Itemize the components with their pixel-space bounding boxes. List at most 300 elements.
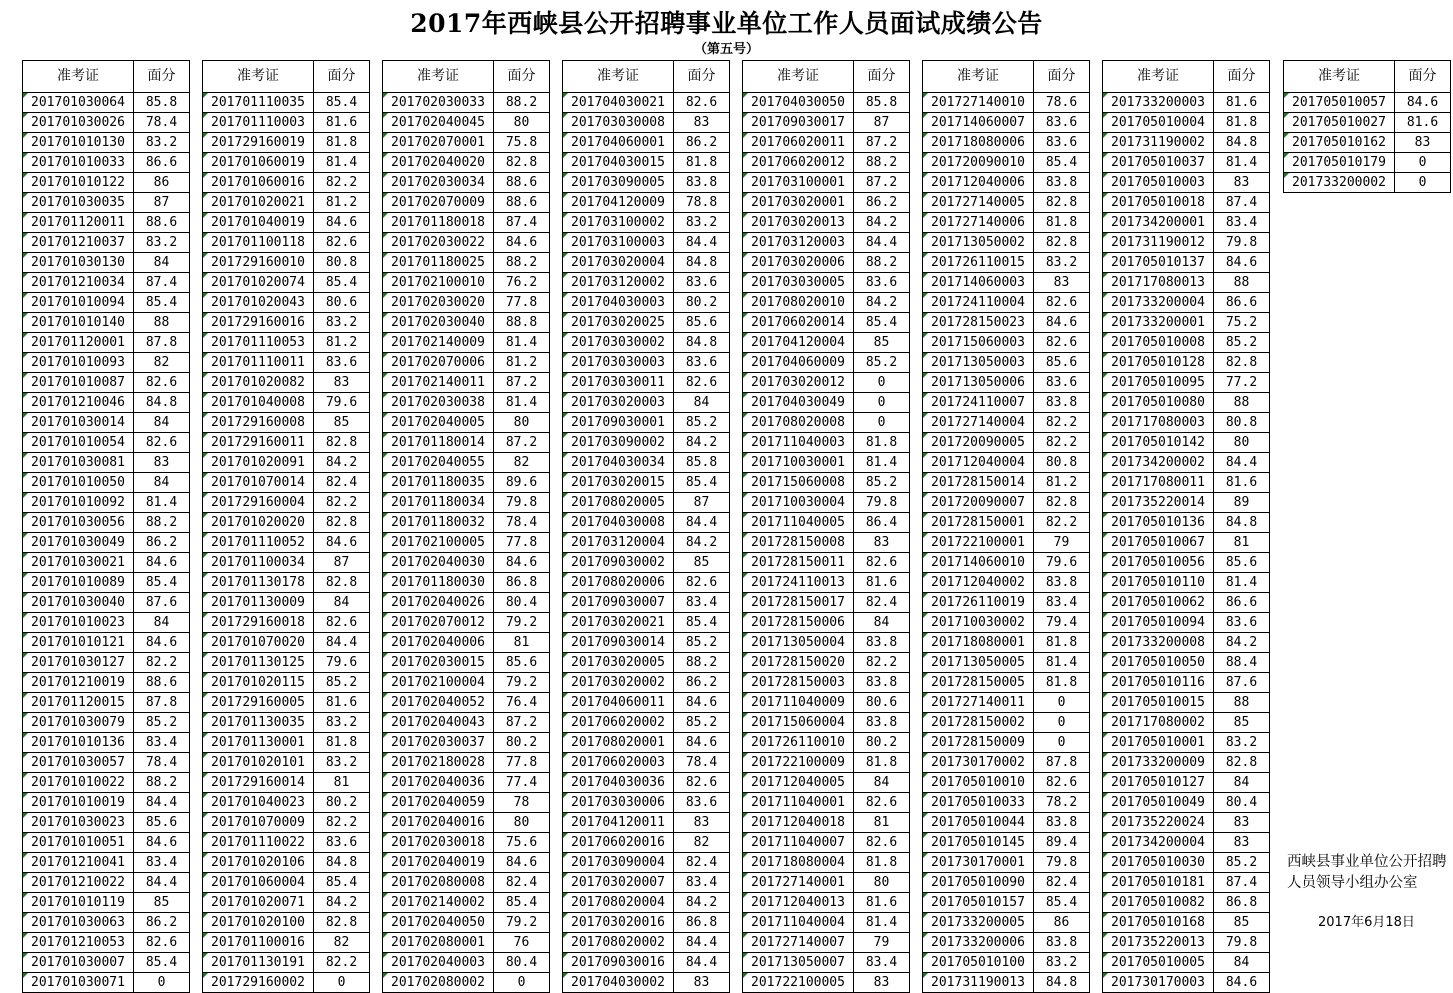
exam-id-cell: 201724110004 — [923, 293, 1034, 313]
exam-id-cell: 201705010018 — [1103, 193, 1214, 213]
score-cell: 0 — [134, 973, 190, 993]
table-row — [563, 753, 730, 773]
table-row — [923, 733, 1090, 753]
exam-id-cell: 201728150023 — [923, 313, 1034, 333]
table-row — [23, 593, 190, 613]
table-row — [383, 633, 550, 653]
table-row — [383, 533, 550, 553]
table-row — [563, 413, 730, 433]
exam-id-cell: 201710030004 — [743, 493, 854, 513]
table-row — [563, 853, 730, 873]
score-cell: 84.6 — [674, 693, 730, 713]
score-cell: 84.4 — [1214, 453, 1270, 473]
table-row — [23, 113, 190, 133]
exam-id-cell: 201701010022 — [23, 773, 134, 793]
exam-id-cell: 201701010087 — [23, 373, 134, 393]
score-table — [562, 60, 730, 993]
table-row — [563, 373, 730, 393]
score-cell: 85.4 — [494, 893, 550, 913]
table-row — [383, 553, 550, 573]
score-cell: 82.8 — [1214, 753, 1270, 773]
table-row — [563, 893, 730, 913]
score-cell: 82 — [494, 453, 550, 473]
table-row — [563, 433, 730, 453]
exam-id-cell: 201729160018 — [203, 613, 314, 633]
score-cell: 83.6 — [674, 353, 730, 373]
table-row — [23, 793, 190, 813]
score-cell: 85.8 — [854, 93, 910, 113]
score-cell: 81.8 — [314, 133, 370, 153]
exam-id-cell: 201701070014 — [203, 473, 314, 493]
header-exam-id: 准考证 — [1284, 61, 1395, 93]
table-row — [743, 633, 910, 653]
table-row — [743, 373, 910, 393]
exam-id-cell: 201728150014 — [923, 473, 1034, 493]
score-cell: 82.2 — [314, 493, 370, 513]
exam-id-cell: 201706020012 — [743, 153, 854, 173]
exam-id-cell: 201728150017 — [743, 593, 854, 613]
score-cell: 83.4 — [1034, 593, 1090, 613]
score-cell: 81.2 — [1034, 473, 1090, 493]
score-cell: 81.8 — [854, 433, 910, 453]
score-cell: 83.8 — [1034, 573, 1090, 593]
score-cell: 84.2 — [1214, 633, 1270, 653]
exam-id-cell: 201714060010 — [923, 553, 1034, 573]
exam-id-cell: 201702070001 — [383, 133, 494, 153]
score-cell: 84.4 — [134, 793, 190, 813]
score-cell: 84.4 — [674, 233, 730, 253]
exam-id-cell: 201729160008 — [203, 413, 314, 433]
score-cell: 85.4 — [134, 573, 190, 593]
exam-id-cell: 201702030034 — [383, 173, 494, 193]
exam-id-cell: 201705010030 — [1103, 853, 1214, 873]
table-row — [563, 333, 730, 353]
table-row — [923, 113, 1090, 133]
score-cell: 83.4 — [674, 593, 730, 613]
page-subtitle: （第五号） — [693, 42, 759, 57]
exam-id-cell: 201701130009 — [203, 593, 314, 613]
table-row — [23, 473, 190, 493]
score-cell: 85 — [1214, 913, 1270, 933]
score-cell: 86.8 — [1214, 893, 1270, 913]
table-row — [563, 953, 730, 973]
score-table — [922, 60, 1090, 993]
table-row — [383, 853, 550, 873]
exam-id-cell: 201703100003 — [563, 233, 674, 253]
score-cell: 82.6 — [134, 373, 190, 393]
score-cell: 84 — [1214, 773, 1270, 793]
table-row — [743, 533, 910, 553]
score-cell: 79.8 — [1034, 853, 1090, 873]
exam-id-cell: 201701030081 — [23, 453, 134, 473]
table-row — [203, 693, 370, 713]
score-cell: 76 — [494, 933, 550, 953]
exam-id-cell: 201712040002 — [923, 573, 1034, 593]
table-row — [743, 473, 910, 493]
exam-id-cell: 201703100002 — [563, 213, 674, 233]
table-row — [1284, 113, 1451, 133]
score-cell: 85.4 — [134, 953, 190, 973]
score-cell: 88.6 — [134, 673, 190, 693]
exam-id-cell: 201726110015 — [923, 253, 1034, 273]
table-row — [383, 433, 550, 453]
table-row — [203, 633, 370, 653]
score-cell: 82.6 — [674, 773, 730, 793]
table-row — [923, 213, 1090, 233]
score-cell: 88 — [1214, 693, 1270, 713]
score-cell: 78.8 — [674, 193, 730, 213]
score-cell: 81.8 — [1034, 213, 1090, 233]
table-row — [743, 773, 910, 793]
exam-id-cell: 201704060011 — [563, 693, 674, 713]
score-cell: 88.6 — [134, 213, 190, 233]
score-cell: 0 — [854, 373, 910, 393]
score-cell: 83 — [1214, 833, 1270, 853]
score-cell: 82.2 — [134, 653, 190, 673]
exam-id-cell: 201702070009 — [383, 193, 494, 213]
exam-id-cell: 201701210022 — [23, 873, 134, 893]
header-exam-id: 准考证 — [203, 61, 314, 93]
score-cell: 84.4 — [674, 953, 730, 973]
exam-id-cell: 201728150008 — [743, 533, 854, 553]
score-cell: 81.6 — [314, 113, 370, 133]
table-row — [563, 313, 730, 333]
score-cell: 85.2 — [854, 353, 910, 373]
exam-id-cell: 201701110052 — [203, 533, 314, 553]
table-row — [1284, 133, 1451, 153]
exam-id-cell: 201703020002 — [563, 673, 674, 693]
score-cell: 85 — [134, 893, 190, 913]
table-row — [923, 753, 1090, 773]
score-cell: 84.2 — [674, 533, 730, 553]
exam-id-cell: 201729160005 — [203, 693, 314, 713]
exam-id-cell: 201702030018 — [383, 833, 494, 853]
score-cell: 82.2 — [1034, 513, 1090, 533]
score-cell: 81.2 — [314, 333, 370, 353]
table-row — [743, 853, 910, 873]
table-row — [923, 453, 1090, 473]
exam-id-cell: 201705010057 — [1284, 93, 1395, 113]
score-cell: 82.6 — [674, 373, 730, 393]
table-row — [383, 573, 550, 593]
exam-id-cell: 201701130178 — [203, 573, 314, 593]
exam-id-cell: 201711040003 — [743, 433, 854, 453]
table-row — [563, 773, 730, 793]
exam-id-cell: 201727140001 — [743, 873, 854, 893]
score-cell: 85.2 — [134, 713, 190, 733]
table-row — [1103, 853, 1270, 873]
score-cell: 82.6 — [1034, 773, 1090, 793]
score-cell: 79.4 — [1034, 613, 1090, 633]
exam-id-cell: 201701010054 — [23, 433, 134, 453]
table-row — [743, 213, 910, 233]
score-cell: 83.8 — [854, 633, 910, 653]
exam-id-cell: 201709030017 — [743, 113, 854, 133]
table-row — [1103, 473, 1270, 493]
table-row — [23, 413, 190, 433]
exam-id-cell: 201715060004 — [743, 713, 854, 733]
score-cell: 80.2 — [674, 293, 730, 313]
header-score: 面分 — [134, 61, 190, 93]
score-cell: 87 — [674, 493, 730, 513]
score-cell: 84.8 — [1214, 513, 1270, 533]
score-cell: 84 — [854, 773, 910, 793]
score-cell: 81.4 — [494, 393, 550, 413]
exam-id-cell: 201701060019 — [203, 153, 314, 173]
score-cell: 84.8 — [674, 253, 730, 273]
table-row — [23, 233, 190, 253]
score-cell: 86.2 — [134, 913, 190, 933]
exam-id-cell: 201701010051 — [23, 833, 134, 853]
table-row — [23, 753, 190, 773]
table-row — [1103, 433, 1270, 453]
score-table — [1283, 60, 1451, 193]
table-row — [203, 913, 370, 933]
score-cell: 77.8 — [494, 753, 550, 773]
exam-id-cell: 201701020021 — [203, 193, 314, 213]
score-cell: 87.4 — [1214, 193, 1270, 213]
table-row — [1103, 213, 1270, 233]
table-row — [203, 733, 370, 753]
score-cell: 85.4 — [674, 613, 730, 633]
exam-id-cell: 201702040045 — [383, 113, 494, 133]
table-row — [383, 893, 550, 913]
table-row — [23, 913, 190, 933]
exam-id-cell: 201701180014 — [383, 433, 494, 453]
score-cell: 85.4 — [134, 293, 190, 313]
score-cell: 85.4 — [1034, 893, 1090, 913]
exam-id-cell: 201720090005 — [923, 433, 1034, 453]
table-row — [23, 453, 190, 473]
table-row — [923, 693, 1090, 713]
score-cell: 83.2 — [314, 313, 370, 333]
exam-id-cell: 201702040003 — [383, 953, 494, 973]
score-cell: 86.2 — [854, 193, 910, 213]
table-row — [563, 553, 730, 573]
score-cell: 82.6 — [134, 933, 190, 953]
score-cell: 75.8 — [494, 133, 550, 153]
score-cell: 84.2 — [674, 893, 730, 913]
exam-id-cell: 201706020011 — [743, 133, 854, 153]
score-cell: 79.6 — [314, 653, 370, 673]
score-cell: 85.4 — [1034, 153, 1090, 173]
exam-id-cell: 201734200002 — [1103, 453, 1214, 473]
table-row — [203, 793, 370, 813]
table-row — [203, 153, 370, 173]
score-cell: 84 — [134, 613, 190, 633]
score-cell: 85 — [674, 553, 730, 573]
exam-id-cell: 201717080003 — [1103, 413, 1214, 433]
score-cell: 80 — [854, 873, 910, 893]
score-cell: 84 — [674, 393, 730, 413]
exam-id-cell: 201705010168 — [1103, 913, 1214, 933]
table-row — [383, 873, 550, 893]
exam-id-cell: 201705010137 — [1103, 253, 1214, 273]
table-row — [23, 853, 190, 873]
table-row — [203, 133, 370, 153]
table-row — [203, 493, 370, 513]
score-cell: 82.2 — [314, 173, 370, 193]
score-cell: 84.6 — [494, 233, 550, 253]
table-row — [1103, 253, 1270, 273]
table-row — [1284, 93, 1451, 113]
exam-id-cell: 201702040030 — [383, 553, 494, 573]
table-row — [563, 533, 730, 553]
score-cell: 83.8 — [1034, 933, 1090, 953]
table-row — [923, 353, 1090, 373]
exam-id-cell: 201704030003 — [563, 293, 674, 313]
score-cell: 81.2 — [314, 193, 370, 213]
table-row — [23, 553, 190, 573]
exam-id-cell: 201709030014 — [563, 633, 674, 653]
table-row — [563, 573, 730, 593]
header-exam-id: 准考证 — [383, 61, 494, 93]
table-row — [563, 673, 730, 693]
score-cell: 87 — [314, 553, 370, 573]
table-row — [563, 593, 730, 613]
score-cell: 0 — [1395, 173, 1451, 193]
score-cell: 81.4 — [1214, 153, 1270, 173]
score-table — [22, 60, 190, 993]
table-row — [923, 893, 1090, 913]
score-cell: 82.6 — [854, 553, 910, 573]
exam-id-cell: 201708020004 — [563, 893, 674, 913]
exam-id-cell: 201701060016 — [203, 173, 314, 193]
score-cell: 81.8 — [1214, 113, 1270, 133]
score-cell: 80 — [494, 413, 550, 433]
exam-id-cell: 201705010082 — [1103, 893, 1214, 913]
exam-id-cell: 201702100005 — [383, 533, 494, 553]
exam-id-cell: 201705010095 — [1103, 373, 1214, 393]
score-cell: 77.2 — [1214, 373, 1270, 393]
header-exam-id: 准考证 — [1103, 61, 1214, 93]
table-row — [1103, 773, 1270, 793]
table-row — [743, 673, 910, 693]
score-cell: 80.6 — [314, 293, 370, 313]
table-row — [383, 253, 550, 273]
exam-id-cell: 201701020071 — [203, 893, 314, 913]
table-row — [563, 973, 730, 993]
score-cell: 79 — [854, 933, 910, 953]
exam-id-cell: 201705010005 — [1103, 953, 1214, 973]
score-cell: 87.2 — [494, 713, 550, 733]
exam-id-cell: 201711040009 — [743, 693, 854, 713]
table-row — [203, 673, 370, 693]
table-row — [23, 93, 190, 113]
exam-id-cell: 201703020016 — [563, 913, 674, 933]
score-cell: 85.6 — [494, 653, 550, 673]
exam-id-cell: 201727140007 — [743, 933, 854, 953]
exam-id-cell: 201702180028 — [383, 753, 494, 773]
score-cell: 76.2 — [494, 273, 550, 293]
exam-id-cell: 201702040019 — [383, 853, 494, 873]
score-cell: 83.8 — [674, 173, 730, 193]
table-row — [1103, 733, 1270, 753]
table-row — [383, 973, 550, 993]
score-cell: 76.4 — [494, 693, 550, 713]
exam-id-cell: 201729160004 — [203, 493, 314, 513]
table-row — [923, 153, 1090, 173]
exam-id-cell: 201713050005 — [923, 653, 1034, 673]
table-row — [1103, 533, 1270, 553]
exam-id-cell: 201730170002 — [923, 753, 1034, 773]
score-cell: 79.2 — [494, 913, 550, 933]
score-cell: 81 — [494, 633, 550, 653]
table-row — [383, 453, 550, 473]
table-row — [383, 773, 550, 793]
score-cell: 83.8 — [1034, 393, 1090, 413]
score-table — [1102, 60, 1270, 993]
exam-id-cell: 201729160010 — [203, 253, 314, 273]
score-cell: 83 — [1214, 813, 1270, 833]
exam-id-cell: 201701060004 — [203, 873, 314, 893]
table-row — [383, 693, 550, 713]
exam-id-cell: 201711040001 — [743, 793, 854, 813]
exam-id-cell: 201718080006 — [923, 133, 1034, 153]
exam-id-cell: 201701070020 — [203, 633, 314, 653]
table-row — [923, 713, 1090, 733]
score-cell: 88 — [134, 313, 190, 333]
table-row — [383, 133, 550, 153]
score-cell: 84 — [314, 593, 370, 613]
score-cell: 79.2 — [494, 613, 550, 633]
score-cell: 80.2 — [494, 733, 550, 753]
exam-id-cell: 201702140009 — [383, 333, 494, 353]
table-row — [563, 133, 730, 153]
exam-id-cell: 201704030008 — [563, 513, 674, 533]
score-cell: 83.8 — [1034, 173, 1090, 193]
score-cell: 81.4 — [854, 913, 910, 933]
score-cell: 80 — [494, 113, 550, 133]
table-row — [923, 293, 1090, 313]
table-row — [743, 653, 910, 673]
score-cell: 83.8 — [854, 673, 910, 693]
exam-id-cell: 201701010121 — [23, 633, 134, 653]
exam-id-cell: 201703020015 — [563, 473, 674, 493]
score-cell: 84.8 — [1214, 133, 1270, 153]
exam-id-cell: 201701020091 — [203, 453, 314, 473]
table-row — [23, 713, 190, 733]
exam-id-cell: 201734200004 — [1103, 833, 1214, 853]
exam-id-cell: 201701010089 — [23, 573, 134, 593]
score-cell: 84.2 — [854, 293, 910, 313]
exam-id-cell: 201701210046 — [23, 393, 134, 413]
score-cell: 85.2 — [1214, 333, 1270, 353]
exam-id-cell: 201702070006 — [383, 353, 494, 373]
exam-id-cell: 201701030040 — [23, 593, 134, 613]
exam-id-cell: 201711040005 — [743, 513, 854, 533]
exam-id-cell: 201703020003 — [563, 393, 674, 413]
score-cell: 85.4 — [314, 93, 370, 113]
exam-id-cell: 201702080001 — [383, 933, 494, 953]
table-row — [383, 113, 550, 133]
table-row — [923, 573, 1090, 593]
score-cell: 0 — [1034, 733, 1090, 753]
exam-id-cell: 201701020100 — [203, 913, 314, 933]
exam-id-cell: 201727140005 — [923, 193, 1034, 213]
table-row — [203, 653, 370, 673]
score-cell: 79.8 — [1214, 233, 1270, 253]
exam-id-cell: 201712040004 — [923, 453, 1034, 473]
header-exam-id: 准考证 — [743, 61, 854, 93]
exam-id-cell: 201735220013 — [1103, 933, 1214, 953]
exam-id-cell: 201703020025 — [563, 313, 674, 333]
exam-id-cell: 201727140006 — [923, 213, 1034, 233]
table-row — [203, 93, 370, 113]
exam-id-cell: 201701020074 — [203, 273, 314, 293]
exam-id-cell: 201703090005 — [563, 173, 674, 193]
table-row — [1103, 133, 1270, 153]
